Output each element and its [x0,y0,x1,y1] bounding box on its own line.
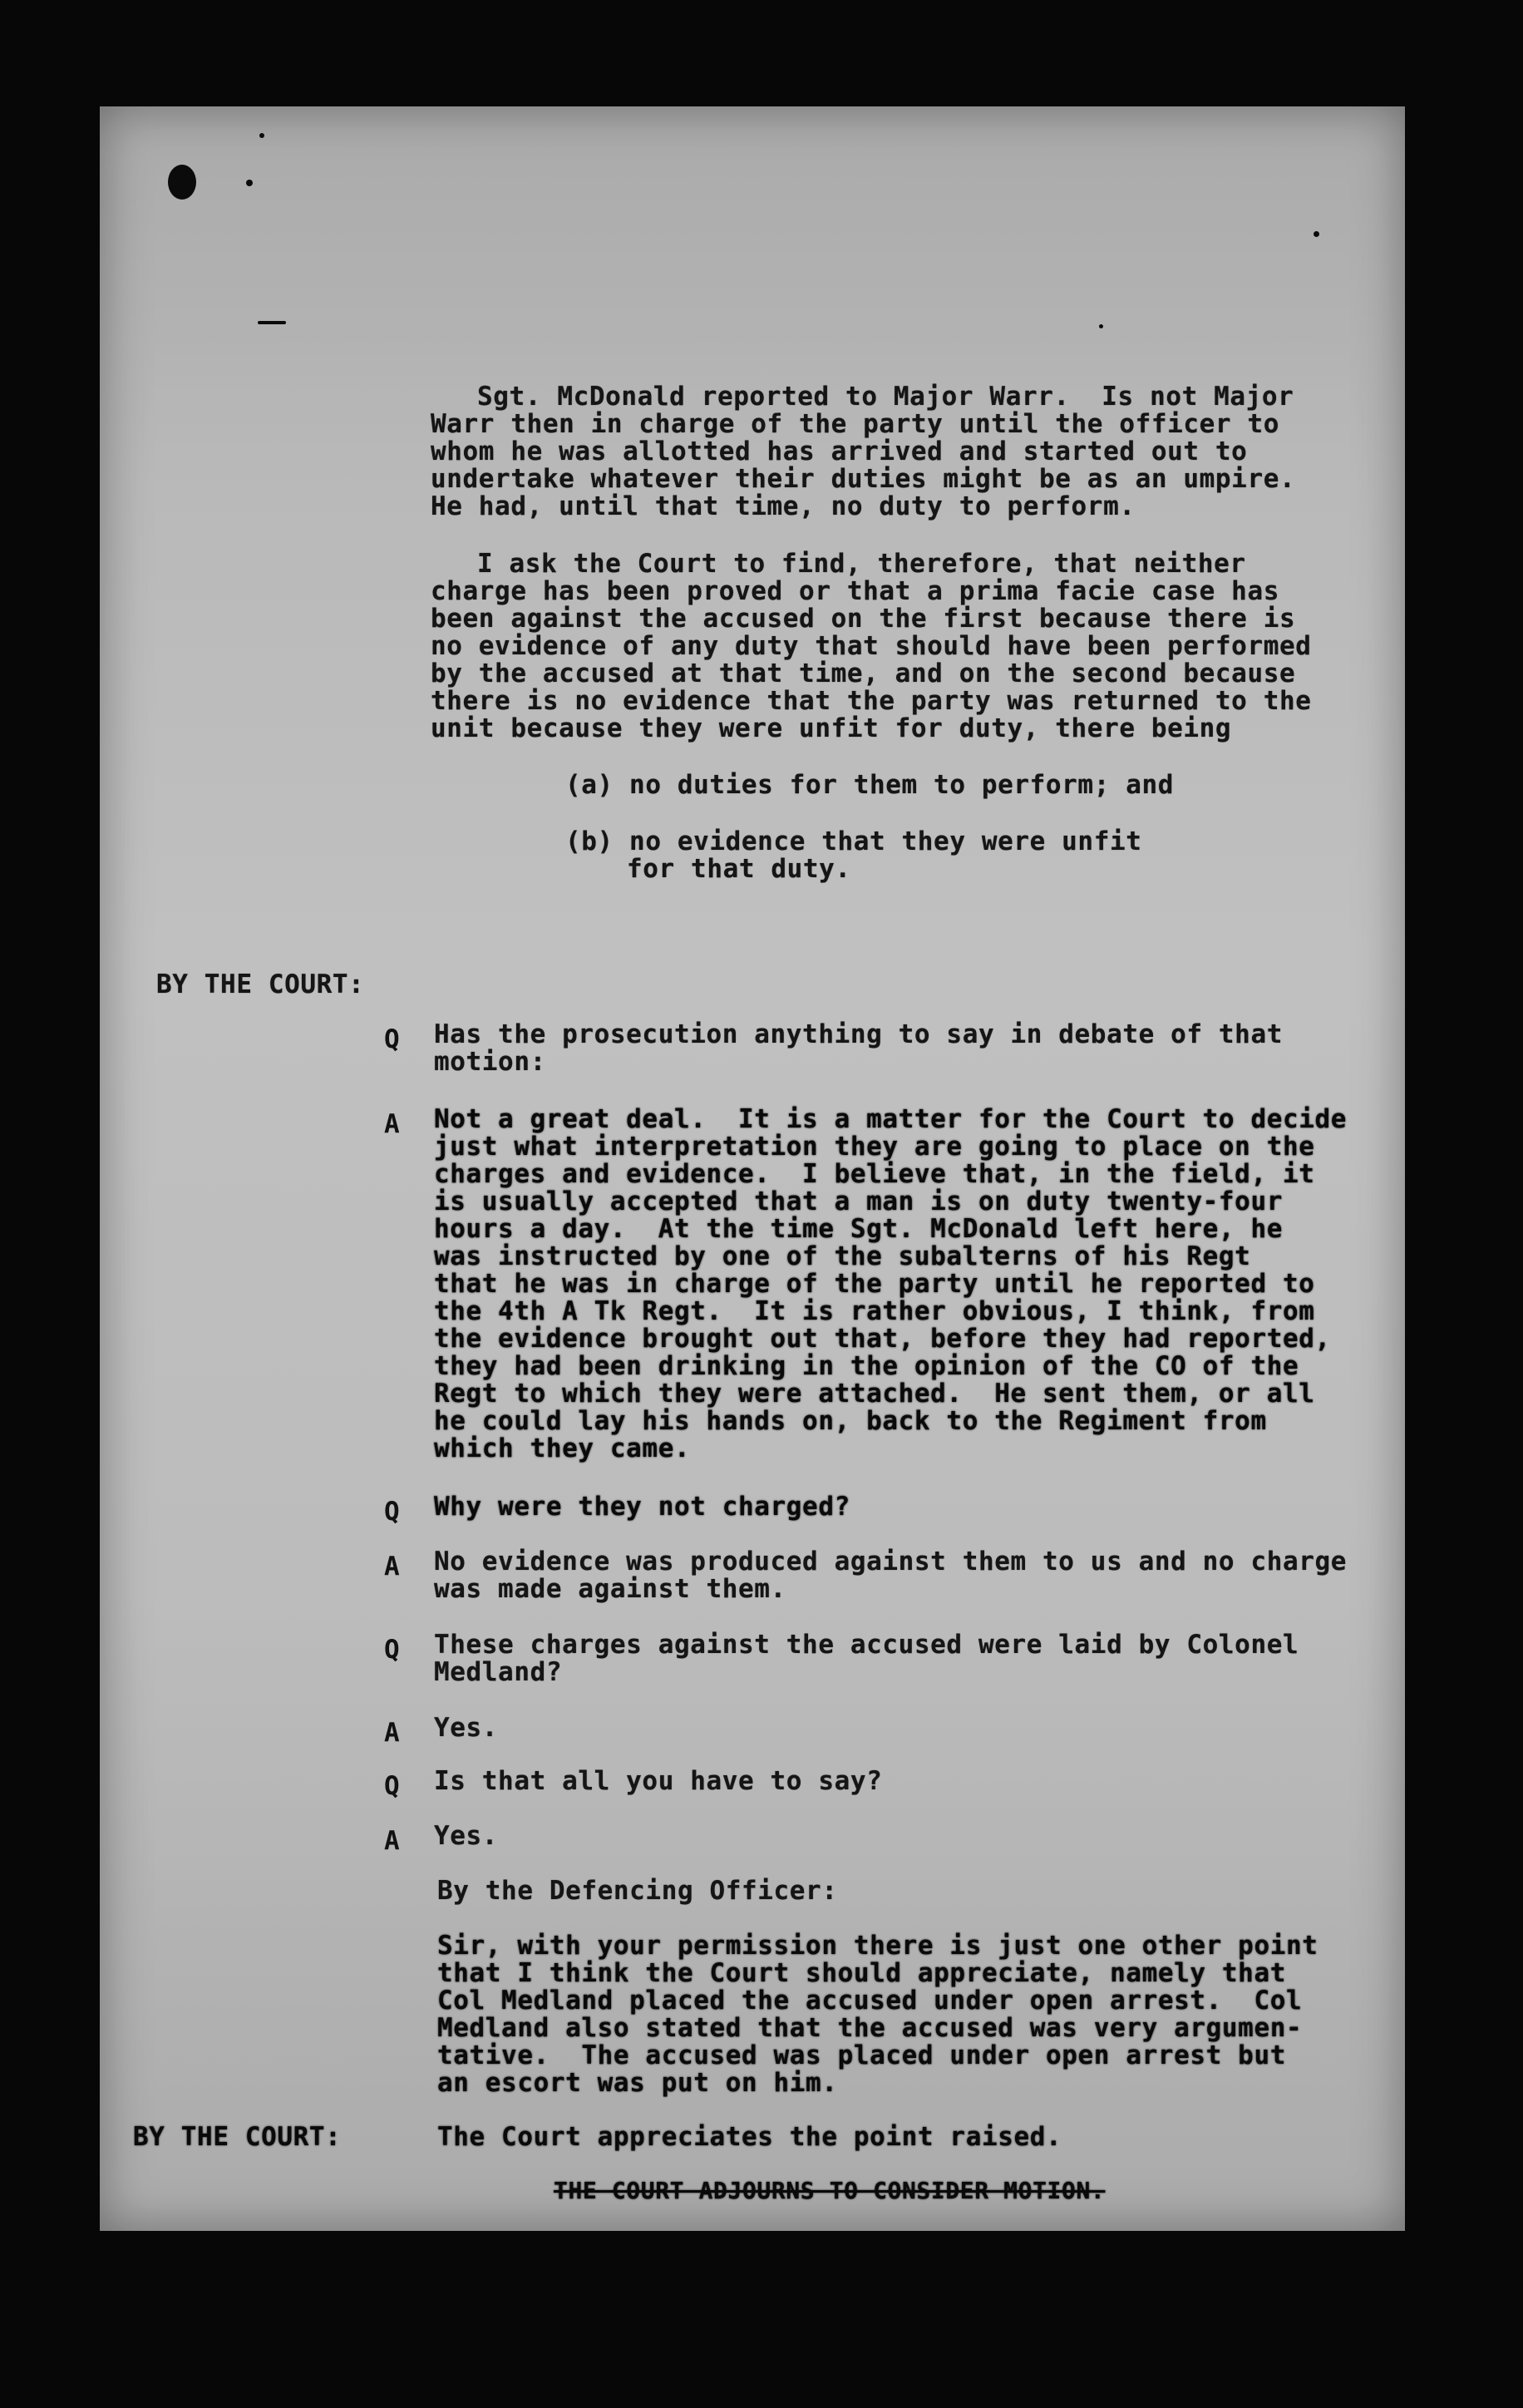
question-marker: Q [384,1771,400,1801]
text-line: Sir, with your permission there is just one other point [437,1931,1318,1961]
answer-text [434,1548,1347,1603]
text-line: was instructed by one of the subalterns of his Regt [434,1241,1251,1271]
question-marker: Q [384,1497,400,1527]
answer-text [434,1715,498,1742]
speck-mark [1314,231,1319,237]
speck-mark [246,180,253,186]
text-line: He had, until that time, no duty to perform. [431,491,1136,521]
text-line: they had been drinking in the opinion of the CO of the [434,1351,1299,1381]
text-line: which they came. [434,1433,691,1463]
text-line: No evidence was produced against them to us and no charge [434,1547,1348,1577]
answer-marker: A [384,1109,400,1139]
text-line: the 4th A Tk Regt. It is rather obvious, I think, from [434,1296,1315,1326]
text-line: Has the prosecution anything to say in debate of that [434,1019,1283,1049]
text-line: was made against them. [434,1574,786,1604]
section-heading-by-the-court: BY THE COURT: [156,970,365,999]
text-line: (b) no evidence that they were unfit [565,827,1142,856]
text-line: I ask the Court to find, therefore, that neither [477,549,1246,579]
answer-marker: A [384,1552,400,1581]
text-line: Yes. [434,1713,499,1743]
text-line: unit because they were unfit for duty, there being [431,713,1232,743]
text-line: an escort was put on him. [437,2068,838,2098]
answer-text [434,1106,1347,1463]
text-line: by the accused at that time, and on the second because [431,659,1296,688]
text-line: Col Medland placed the accused under open arrest. Col [437,1986,1303,2016]
paragraph-2 [431,550,1312,743]
question-marker: Q [384,1024,400,1054]
speck-mark [259,133,264,138]
text-line: Medland? [434,1657,563,1687]
text-line: motion: [434,1047,546,1077]
court-reply: The Court appreciates the point raised. [437,2122,1062,2152]
answer-text [434,1823,498,1850]
section-heading-by-the-court: BY THE COURT: [133,2122,342,2152]
question-text [434,1021,1283,1076]
text-line: the evidence brought out that, before they had reported, [434,1324,1331,1354]
question-text [434,1631,1299,1686]
question-marker: Q [384,1635,400,1665]
text-line: he could lay his hands on, back to the Regiment from [434,1406,1267,1436]
text-line: Medland also stated that the accused was very argumen- [437,2013,1303,2043]
text-line: Regt to which they were attached. He sent them, or all [434,1379,1315,1409]
text-line: no evidence of any duty that should have been performed [431,631,1312,661]
list-item-a: (a) no duties for them to perform; and [565,770,1175,800]
text-line: Sgt. McDonald reported to Major Warr. Is not Major [477,382,1294,412]
closing-line: THE COURT ADJOURNS TO CONSIDER MOTION. [554,2177,1106,2204]
answer-marker: A [384,1826,400,1856]
defencing-officer-heading: By the Defencing Officer: [437,1876,838,1906]
text-line: that he was in charge of the party until he reported to [434,1269,1315,1299]
text-line: Why were they not charged? [434,1492,850,1522]
punch-hole-mark [168,165,196,200]
answer-marker: A [384,1718,400,1748]
text-line: is usually accepted that a man is on duty twenty-four [434,1187,1283,1216]
text-line: charges and evidence. I believe that, in the field, it [434,1159,1315,1189]
paragraph-1 [431,383,1295,521]
text-line: These charges against the accused were laid by Colonel [434,1630,1299,1660]
text-line: undertake whatever their duties might be as an umpire. [431,464,1296,494]
question-text [434,1493,850,1521]
text-line: for that duty. [627,854,851,884]
text-line: Yes. [434,1821,499,1851]
defencing-officer-statement [437,1932,1318,2097]
text-line: charge has been proved or that a prima facie case has [431,576,1279,606]
text-line: that I think the Court should appreciate, namely that [437,1958,1286,1988]
list-item-b [565,828,1142,883]
speck-mark [1099,324,1103,328]
text-line: been against the accused on the first because there is [431,604,1296,634]
text-line: Is that all you have to say? [434,1766,883,1796]
text-line: Not a great deal. It is a matter for the Court to decide [434,1104,1348,1134]
text-line: whom he was allotted has arrived and started out to [431,437,1248,466]
dash-mark [258,321,286,324]
text-line: there is no evidence that the party was returned to the [431,686,1312,716]
text-line: tative. The accused was placed under open arrest but [437,2040,1286,2070]
text-line: hours a day. At the time Sgt. McDonald left here, he [434,1214,1283,1244]
question-text [434,1768,882,1795]
text-line: Warr then in charge of the party until the officer to [431,409,1279,439]
text-line: just what interpretation they are going to place on the [434,1132,1315,1162]
